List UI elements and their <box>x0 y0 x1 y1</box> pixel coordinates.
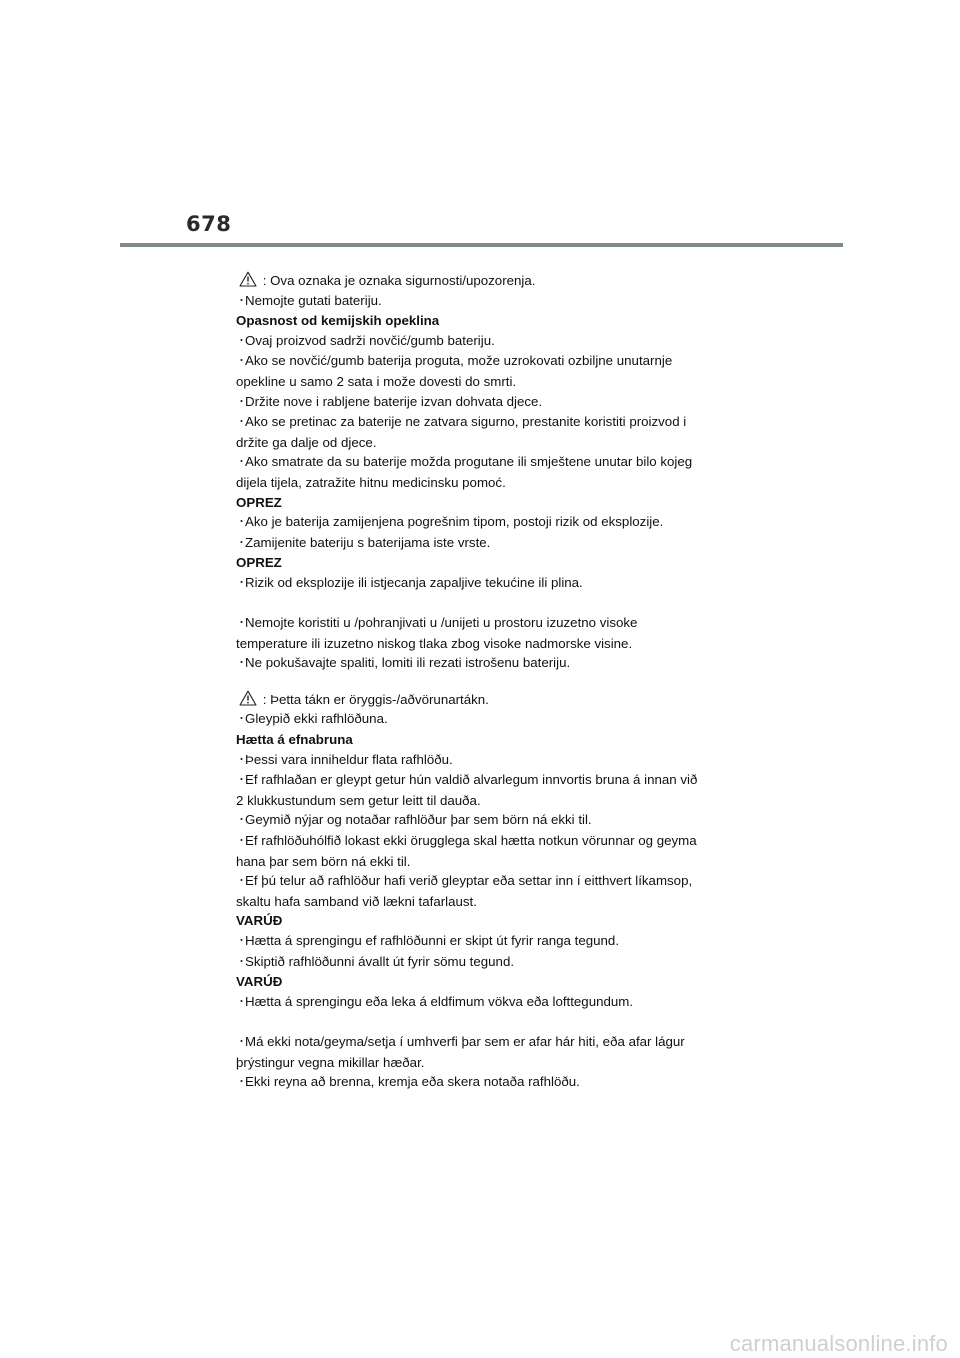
section-heading: Hætta á efnabruna <box>236 732 353 748</box>
bullet-item <box>236 533 726 554</box>
bullet-item <box>236 512 726 533</box>
document-body <box>236 271 726 1093</box>
bullet-item <box>236 1072 726 1093</box>
bullet-glyph: ・ <box>236 576 247 589</box>
section-heading: Opasnost od kemijskih opeklina <box>236 313 440 329</box>
bullet-glyph: ・ <box>236 814 247 827</box>
bullet-item <box>236 653 726 674</box>
bullet-glyph: ・ <box>236 355 247 368</box>
continuation-line: držite ga dalje od djece. <box>236 434 377 450</box>
continuation-line: hana þar sem börn ná ekki til. <box>236 853 411 869</box>
blank-line <box>236 1012 726 1032</box>
bullet-item <box>236 831 726 852</box>
page-number: 678 <box>186 212 232 236</box>
bullet-item <box>236 452 726 473</box>
bullet-item <box>236 770 726 791</box>
bullet-item <box>236 810 726 831</box>
bullet-glyph: ・ <box>236 1076 247 1089</box>
continuation-line: 2 klukkustundum sem getur leitt til dauða. <box>236 792 481 808</box>
bullet-text: Ovaj proizvod sadrži novčić/gumb bateriju. <box>245 332 495 348</box>
bullet-glyph: ・ <box>236 334 247 347</box>
bullet-text: Ef þú telur að rafhlöður hafi verið gleyptar eða settar inn í eitthvert líkamsop, <box>245 873 693 889</box>
bullet-item <box>236 952 726 973</box>
bullet-item <box>236 871 726 892</box>
bullet-text: Rizik od eksplozije ili istjecanja zapaljive tekućine ili plina. <box>245 574 583 590</box>
bullet-item <box>236 750 726 771</box>
watermark: carmanualsonline.info <box>729 1331 948 1356</box>
bullet-text: Ako se pretinac za baterije ne zatvara sigurno, prestanite koristiti proizvod i <box>245 414 687 430</box>
continuation-line: dijela tijela, zatražite hitnu medicinsku pomoć. <box>236 474 506 490</box>
bullet-glyph: ・ <box>236 955 247 968</box>
section-heading: OPREZ <box>236 494 282 510</box>
bullet-item <box>236 1032 726 1053</box>
bullet-item <box>236 931 726 952</box>
bullet-text: Ako se novčić/gumb baterija proguta, može uzrokovati ozbiljne unutarnje <box>245 353 673 369</box>
warning-line <box>236 271 726 291</box>
section-lines <box>236 709 726 1092</box>
continuation-line: temperature ili izuzetno niskog tlaka zbog visoke nadmorske visine. <box>236 635 633 651</box>
bullet-text: Nemojte koristiti u /pohranjivati u /unijeti u prostoru izuzetno visoke <box>245 615 638 631</box>
warning-text: : Ova oznaka je oznaka sigurnosti/upozorenja. <box>262 273 536 288</box>
bullet-text: Geymið nýjar og notaðar rafhlöður þar sem börn ná ekki til. <box>245 812 592 828</box>
section-heading: VARÚÐ <box>236 974 283 990</box>
bullet-text: Ef rafhlaðan er gleypt getur hún valdið alvarlegum innvortis bruna á innan við <box>245 772 698 788</box>
bullet-glyph: ・ <box>236 456 247 469</box>
bullet-item <box>236 709 726 730</box>
bullet-text: Þessi vara inniheldur flata rafhlöðu. <box>245 751 453 767</box>
section-lines <box>236 291 726 674</box>
bullet-text: Ekki reyna að brenna, kremja eða skera notaða rafhlöðu. <box>245 1074 580 1090</box>
bullet-glyph: ・ <box>236 995 247 1008</box>
bullet-text: Skiptið rafhlöðunni ávallt út fyrir sömu tegund. <box>245 953 515 969</box>
continuation-line: opekline u samo 2 sata i može dovesti do smrti. <box>236 373 517 389</box>
bullet-glyph: ・ <box>236 774 247 787</box>
bullet-glyph: ・ <box>236 713 247 726</box>
header-rule <box>120 243 843 247</box>
bullet-item <box>236 351 726 372</box>
blank-line <box>236 594 726 614</box>
section-heading: VARÚÐ <box>236 913 283 929</box>
bullet-text: Ne pokušavajte spaliti, lomiti ili rezati istrošenu bateriju. <box>245 655 571 671</box>
bullet-text: Hætta á sprengingu ef rafhlöðunni er skipt út fyrir ranga tegund. <box>245 933 620 948</box>
section-divider <box>236 674 726 690</box>
section-heading: OPREZ <box>236 555 282 571</box>
warning-line <box>236 690 726 710</box>
bullet-glyph: ・ <box>236 935 247 947</box>
bullet-text: Má ekki nota/geyma/setja í umhverfi þar sem er afar hár hiti, eða afar lágur <box>245 1033 685 1049</box>
bullet-glyph: ・ <box>236 617 247 630</box>
bullet-glyph: ・ <box>236 516 247 529</box>
bullet-glyph: ・ <box>236 395 247 408</box>
bullet-glyph: ・ <box>236 536 247 549</box>
bullet-item <box>236 412 726 433</box>
bullet-text: Ako je baterija zamijenjena pogrešnim tipom, postoji rizik od eksplozije. <box>245 514 664 530</box>
bullet-glyph: ・ <box>236 294 247 307</box>
continuation-line: þrýstingur vegna mikillar hæðar. <box>236 1054 425 1070</box>
bullet-item <box>236 573 726 594</box>
bullet-glyph: ・ <box>236 416 247 429</box>
bullet-text: Ako smatrate da su baterije možda progutane ili smještene unutar bilo kojeg <box>245 454 693 470</box>
bullet-text: Zamijenite bateriju s baterijama iste vrste. <box>245 534 491 550</box>
bullet-text: Hætta á sprengingu eða leka á eldfimum vökva eða lofttegundum. <box>245 993 634 1009</box>
bullet-item <box>236 331 726 352</box>
bullet-item <box>236 992 726 1013</box>
bullet-item <box>236 613 726 634</box>
bullet-item <box>236 392 726 413</box>
bullet-text: Gleypið ekki rafhlöðuna. <box>245 711 388 727</box>
bullet-text: Nemojte gutati bateriju. <box>245 292 382 308</box>
bullet-glyph: ・ <box>236 875 247 888</box>
section-icelandic <box>236 690 726 1093</box>
warning-text: : Þetta tákn er öryggis-/aðvörunartákn. <box>262 691 489 707</box>
warning-triangle-icon <box>239 271 257 287</box>
bullet-text: Ef rafhlöðuhólfið lokast ekki örugglega skal hætta notkun vörunnar og geyma <box>245 833 697 849</box>
bullet-item <box>236 291 726 312</box>
bullet-glyph: ・ <box>236 753 247 766</box>
bullet-glyph: ・ <box>236 1035 247 1048</box>
warning-triangle-icon <box>239 690 257 706</box>
bullet-glyph: ・ <box>236 835 247 848</box>
section-croatian <box>236 271 726 674</box>
bullet-glyph: ・ <box>236 657 247 670</box>
continuation-line: skaltu hafa samband við lækni tafarlaust. <box>236 893 477 909</box>
bullet-text: Držite nove i rabljene baterije izvan dohvata djece. <box>245 393 543 409</box>
